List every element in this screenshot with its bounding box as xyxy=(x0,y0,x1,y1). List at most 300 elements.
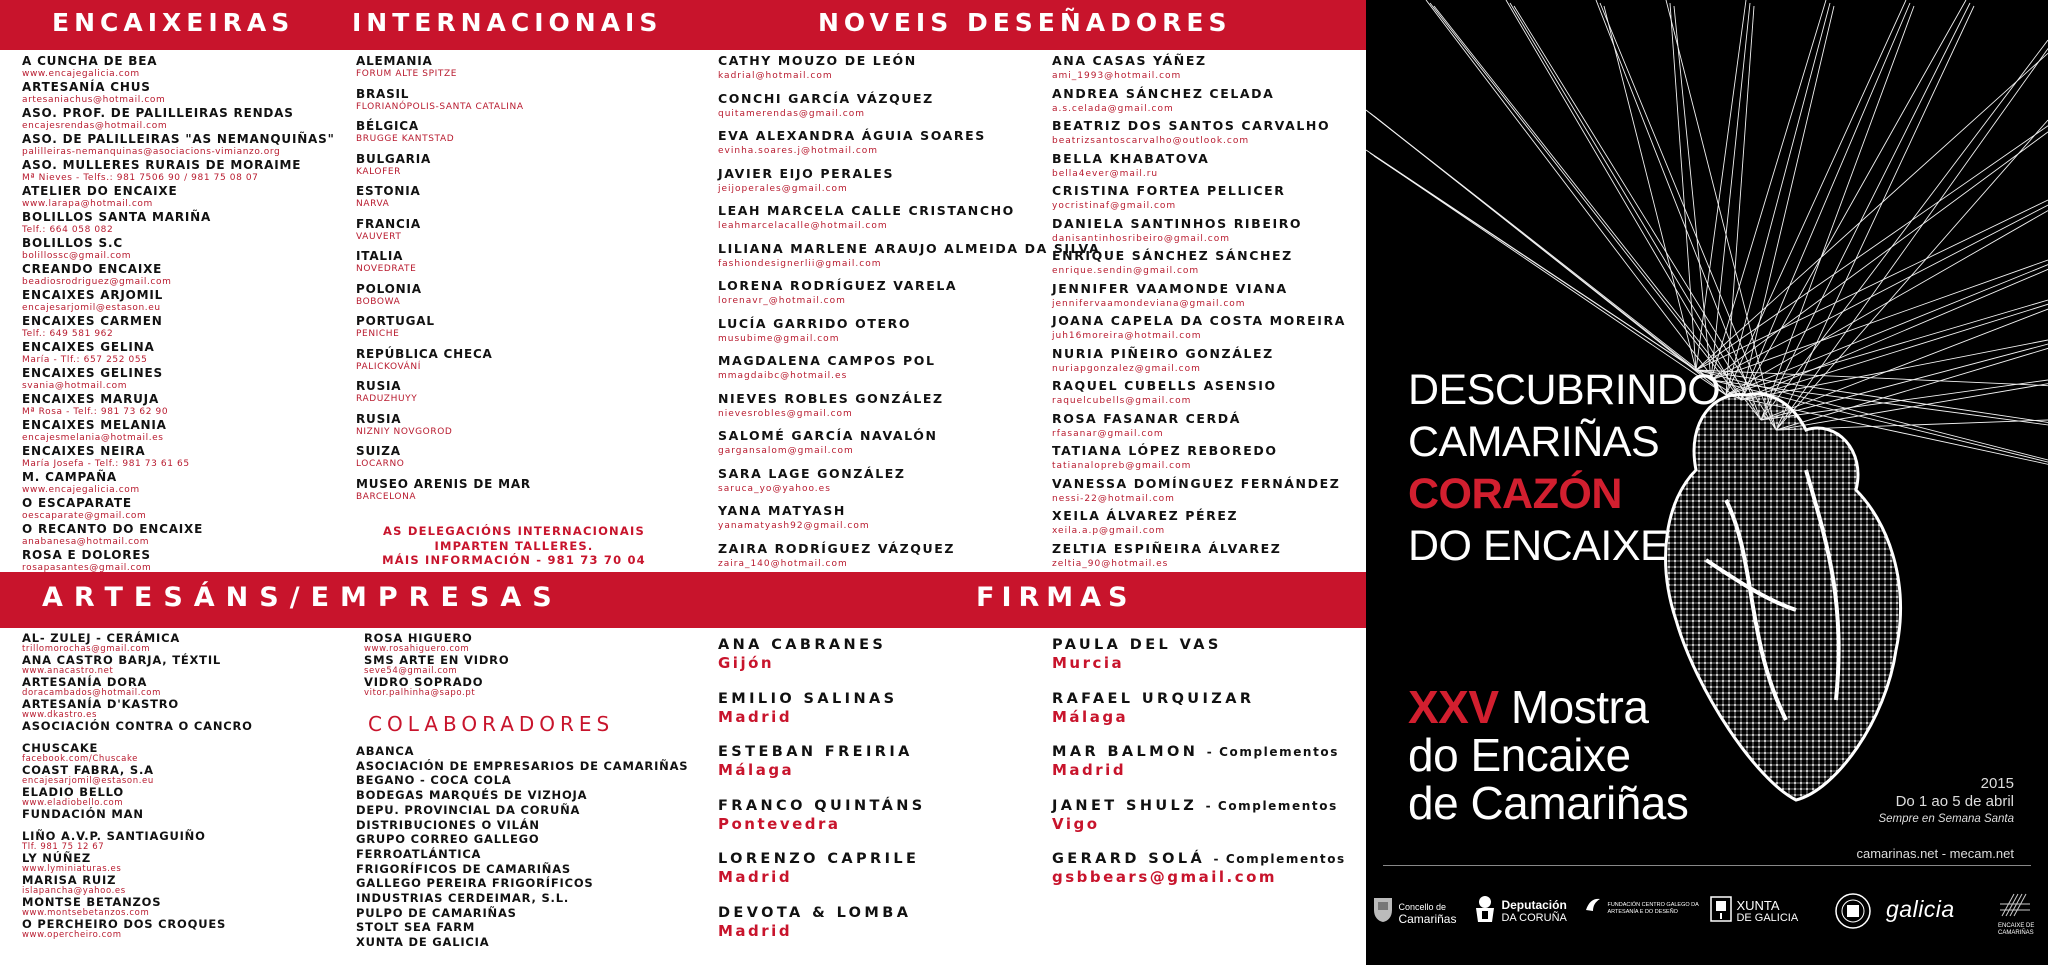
entry-name: ENCAIXES MELANIA xyxy=(22,418,167,432)
firm-item xyxy=(718,743,926,797)
collaborator-item: ABANCA xyxy=(356,744,415,758)
entry-name: JENNIFER VAAMONDE VIANA xyxy=(1052,280,1288,296)
entry-name: CRISTINA FORTEA PELLICER xyxy=(1052,183,1286,198)
title-line: CAMARIÑAS xyxy=(1408,418,1660,466)
list-item xyxy=(356,185,531,218)
firmas-list-2 xyxy=(1052,636,1346,904)
entry-name: LILIANA MARLENE ARAUJO ALMEIDA DA SILVA xyxy=(718,240,1101,256)
entry-detail: zeltia_90@hotmail.es xyxy=(1052,558,1169,569)
entry-detail: www.anacastro.net xyxy=(22,666,114,676)
entry-detail: encajesarjomil@estason.eu xyxy=(22,303,161,313)
entry-detail: FORUM ALTE SPITZE xyxy=(356,69,458,79)
list-item xyxy=(22,742,253,764)
entry-name: MAGDALENA CAMPOS POL xyxy=(718,353,936,368)
list-item xyxy=(364,676,509,698)
list-item xyxy=(718,428,1100,466)
list-item xyxy=(718,503,1100,541)
entry-name: ASO. PROF. DE PALILLEIRAS RENDAS xyxy=(22,106,294,120)
entry-detail: bella4ever@mail.ru xyxy=(1052,168,1159,179)
heading-noveis: NOVEIS DESEÑADORES xyxy=(818,8,1232,37)
entry-name: BEATRIZ DOS SANTOS CARVALHO xyxy=(1052,118,1331,133)
heading-internacionais: INTERNACIONAIS xyxy=(352,8,663,37)
entry-name: BOLILLOS S.C xyxy=(22,236,123,250)
title-line: DO ENCAIXE xyxy=(1408,522,1669,570)
list-item xyxy=(1052,118,1346,151)
entry-detail: www.rosahiguero.com xyxy=(364,644,470,654)
entry-name: SALOMÉ GARCÍA NAVALÓN xyxy=(718,428,938,443)
entry-name: M. CAMPAÑA xyxy=(22,470,118,484)
collaborator-item: FRIGORÍFICOS DE CAMARIÑAS xyxy=(356,861,572,876)
firm-name-text: PAULA DEL VAS xyxy=(1052,637,1222,653)
logo-text: Concello de xyxy=(1398,902,1446,912)
entry-detail: BARCELONA xyxy=(356,491,417,502)
firm-name-text: EMILIO SALINAS xyxy=(718,690,898,707)
entry-detail: quitamerendas@gmail.com xyxy=(718,108,866,119)
event-dates xyxy=(1878,775,2014,827)
entry-detail: vitor.palhinha@sapo.pt xyxy=(364,688,476,698)
entry-detail: BOBOWA xyxy=(356,296,401,307)
poster-panel xyxy=(1366,0,2048,965)
entry-detail: danisantinhosribeiro@gmail.com xyxy=(1052,233,1231,244)
internacionais-list xyxy=(356,55,531,510)
entry-name: AL- ZULEJ - CERÁMICA xyxy=(22,631,181,645)
entry-detail: musubime@gmail.com xyxy=(718,333,840,344)
entry-name: JOANA CAPELA DA COSTA MOREIRA xyxy=(1052,313,1347,328)
entry-name: ASO. MULLERES RURAIS DE MORAIME xyxy=(22,158,302,172)
divider xyxy=(1383,865,2031,866)
entry-name: ENCAIXES CARMEN xyxy=(22,314,163,328)
mostra-line: do Encaixe xyxy=(1408,729,1631,781)
list-item xyxy=(22,896,253,918)
entry-detail: encajesrendas@hotmail.com xyxy=(22,121,168,131)
entry-detail: beadiosrodriguez@gmail.com xyxy=(22,277,172,287)
firm-name-text: ANA CABRANES xyxy=(718,637,887,653)
entry-name: O ESCAPARATE xyxy=(22,496,132,510)
logo-text: galicia xyxy=(1886,896,1955,922)
entry-detail: María - Tlf.: 657 252 055 xyxy=(22,355,148,365)
entry-detail: Mª Nieves - Telfs.: 981 7506 90 / 981 75 08 07 xyxy=(22,173,259,183)
entry-detail: kadrial@hotmail.com xyxy=(718,71,833,81)
list-item xyxy=(364,632,509,654)
entry-name: ASO. DE PALILLEIRAS "AS NEMANQUIÑAS" xyxy=(22,132,335,146)
firm-location: Madrid xyxy=(718,921,793,940)
list-item xyxy=(718,53,1100,91)
list-item xyxy=(22,830,253,852)
colaboradores-list xyxy=(356,744,688,950)
firm-name xyxy=(1052,797,1346,815)
seal-icon xyxy=(1834,892,1872,935)
crest-icon xyxy=(1473,894,1497,929)
list-item xyxy=(22,786,253,808)
entry-name: BELLA KHABATOVA xyxy=(1052,150,1210,166)
entry-detail: RADUZHUYY xyxy=(356,394,418,404)
entry-detail: fashiondesignerlii@gmail.com xyxy=(718,258,882,269)
logo-text: FUNDACIÓN CENTRO GALEGO DA ARTESANÍA E DO DESEÑO xyxy=(1607,901,1699,915)
list-item xyxy=(22,81,335,107)
entry-detail: María Josefa - Telf.: 981 73 61 65 xyxy=(22,459,190,469)
entry-name: NURIA PIÑEIRO GONZÁLEZ xyxy=(1052,345,1274,361)
entry-name: CATHY MOUZO DE LEÓN xyxy=(718,53,917,68)
entry-name: ENCAIXES MARUJA xyxy=(22,392,160,406)
firm-item xyxy=(1052,636,1346,690)
entry-name: COAST FABRA, S.A xyxy=(22,763,154,777)
entry-detail: NIZNIY NOVGOROD xyxy=(356,426,453,437)
list-item xyxy=(22,159,335,185)
entry-detail: svania@hotmail.com xyxy=(22,381,128,391)
entry-detail: www.larapa@hotmail.com xyxy=(22,199,153,209)
firm-name xyxy=(1052,690,1346,708)
list-item xyxy=(364,654,509,676)
collaborator-item: XUNTA DE GALICIA xyxy=(356,935,490,950)
entry-name: ANA CASAS YÁÑEZ xyxy=(1052,53,1207,68)
collaborator-item: GALLEGO PEREIRA FRIGORÍFICOS xyxy=(356,876,594,891)
list-item xyxy=(1052,248,1346,281)
logo-text: DA CORUÑA xyxy=(1501,912,1567,924)
entry-name: TATIANA LÓPEZ REBOREDO xyxy=(1052,443,1278,458)
list-item xyxy=(1052,346,1346,379)
entry-name: LIÑO A.V.P. SANTIAGUIÑO xyxy=(22,829,206,843)
entry-detail: nuriapgonzalez@gmail.com xyxy=(1052,363,1201,374)
firm-category: - Complementos xyxy=(1205,798,1338,813)
firm-location: Madrid xyxy=(1052,761,1127,779)
collaborator-item: PULPO DE CAMARIÑAS xyxy=(356,905,517,920)
list-item xyxy=(356,348,531,381)
list-item xyxy=(718,353,1100,391)
firm-item xyxy=(1052,850,1346,904)
list-item xyxy=(356,250,531,283)
firm-name xyxy=(1052,850,1346,868)
entry-detail: www.eladiobello.com xyxy=(22,798,124,808)
firm-location: Vigo xyxy=(1052,814,1100,833)
logo-text: XUNTA xyxy=(1736,897,1780,913)
list-item xyxy=(1052,86,1346,119)
list-item xyxy=(356,88,531,121)
entry-detail: a.s.celada@gmail.com xyxy=(1052,103,1174,114)
list-item xyxy=(22,676,253,698)
list-item xyxy=(22,289,335,315)
firm-item xyxy=(718,850,926,904)
entry-detail: LOCARNO xyxy=(356,459,405,469)
firm-name xyxy=(718,636,926,654)
firm-category: - Complementos xyxy=(1206,745,1339,759)
entry-detail: www.opercheiro.com xyxy=(22,930,122,940)
logo-seal xyxy=(1834,892,1872,935)
note-line: MÁIS INFORMACIÓN - 981 73 70 04 xyxy=(382,553,646,567)
list-item xyxy=(22,237,335,263)
entry-name: FUNDACIÓN MAN xyxy=(22,807,144,821)
entry-name: VIDRO SOPRADO xyxy=(364,675,484,689)
list-item xyxy=(356,478,531,511)
note-line: AS DELEGACIÓNS INTERNACIONAIS xyxy=(383,524,645,538)
list-item xyxy=(22,419,335,445)
list-item xyxy=(22,315,335,341)
firm-name xyxy=(718,850,926,868)
entry-name: ZAIRA RODRÍGUEZ VÁZQUEZ xyxy=(718,540,956,556)
logo-xunta xyxy=(1710,896,1798,927)
logo-text: DE GALICIA xyxy=(1736,911,1799,924)
entry-detail: artesaniachus@hotmail.com xyxy=(22,95,166,105)
shield-icon xyxy=(1372,896,1394,929)
entry-detail: mmagdaibc@hotmail.es xyxy=(718,371,848,381)
firm-name xyxy=(718,743,926,761)
firm-location: Madrid xyxy=(718,868,793,886)
entry-detail: jeijoperales@gmail.com xyxy=(718,183,848,194)
encaixeiras-list xyxy=(22,55,335,575)
entry-name: RUSIA xyxy=(356,379,402,393)
entry-name: A CUNCHA DE BEA xyxy=(22,54,158,68)
list-item xyxy=(22,549,335,575)
entry-name: ROSA HIGUERO xyxy=(364,631,473,645)
list-item xyxy=(718,241,1100,279)
entry-detail: www.encajegalicia.com xyxy=(22,69,140,79)
entry-detail: www.montsebetanzos.com xyxy=(22,908,150,918)
firm-name xyxy=(1052,636,1346,654)
list-item xyxy=(22,185,335,211)
entry-detail: evinha.soares.j@hotmail.com xyxy=(718,146,879,156)
list-item xyxy=(356,315,531,348)
list-item xyxy=(1052,443,1346,476)
entry-name: EVA ALEXANDRA ÁGUIA SOARES xyxy=(718,128,986,143)
firm-name xyxy=(1052,743,1346,761)
firm-location: Málaga xyxy=(718,761,795,779)
firm-name-text: RAFAEL URQUIZAR xyxy=(1052,690,1255,707)
list-item xyxy=(718,166,1100,204)
logo-text: ENCAIXE DE xyxy=(1998,923,2035,929)
entry-name: BÉLGICA xyxy=(356,119,419,133)
heading-encaixeiras: ENCAIXEIRAS xyxy=(52,8,295,37)
list-item xyxy=(22,133,335,159)
list-item xyxy=(22,263,335,289)
entry-detail: BRUGGE KANTSTAD xyxy=(356,134,455,144)
list-item xyxy=(356,445,531,478)
lace-pillow-icon xyxy=(1998,890,2032,923)
entry-name: ENCAIXES ARJOMIL xyxy=(22,288,164,302)
firm-item xyxy=(1052,743,1346,797)
entry-detail: KALOFER xyxy=(356,166,401,177)
list-item xyxy=(22,497,335,523)
list-item xyxy=(22,720,253,742)
entry-name: PORTUGAL xyxy=(356,314,435,328)
collaborator-item: BODEGAS MARQUÉS DE VIZHOJA xyxy=(356,788,588,803)
mostra-title xyxy=(1408,683,1688,827)
list-item xyxy=(1052,281,1346,314)
entry-detail: Tlf. 981 75 12 67 xyxy=(22,842,105,852)
entry-name: ITALIA xyxy=(356,249,404,263)
entry-detail: beatrizsantoscarvalho@outlook.com xyxy=(1052,136,1250,146)
list-item xyxy=(1052,151,1346,184)
firm-item xyxy=(718,690,926,744)
entry-name: SUIZA xyxy=(356,444,401,458)
list-item xyxy=(22,471,335,497)
list-item xyxy=(22,445,335,471)
firm-location: Pontevedra xyxy=(718,814,841,833)
logo-deputacion xyxy=(1473,894,1567,929)
firm-name-text: JANET SHULZ xyxy=(1052,797,1198,814)
entry-name: POLONIA xyxy=(356,281,422,296)
entry-name: ROSA FASANAR CERDÁ xyxy=(1052,410,1242,426)
list-item xyxy=(22,632,253,654)
title-highlight: CORAZÓN xyxy=(1408,470,1622,518)
collaborator-item: STOLT SEA FARM xyxy=(356,920,476,935)
entry-detail: tatianalopreb@gmail.com xyxy=(1052,461,1192,471)
firmas-list-1 xyxy=(718,636,926,957)
logo-concello xyxy=(1372,896,1456,929)
entry-detail: rosapasantes@gmail.com xyxy=(22,563,152,573)
firm-item xyxy=(1052,690,1346,744)
list-item xyxy=(356,380,531,413)
logo-text: Camariñas xyxy=(1398,912,1457,926)
entry-detail: VAUVERT xyxy=(356,231,402,242)
poster-title xyxy=(1408,364,1720,572)
event-year: 2015 xyxy=(1980,775,2014,792)
entry-detail: jennifervaamondeviana@gmail.com xyxy=(1052,298,1246,309)
entry-detail: PENICHE xyxy=(356,329,400,339)
entry-name: ARTESANÍA D'KASTRO xyxy=(22,697,179,711)
list-item xyxy=(22,874,253,896)
entry-detail: saruca_yo@yahoo.es xyxy=(718,483,831,494)
firm-name-text: FRANCO QUINTÁNS xyxy=(718,797,926,814)
list-item xyxy=(22,764,253,786)
artesans-list-2 xyxy=(364,632,509,698)
entry-name: JAVIER EIJO PERALES xyxy=(718,165,895,181)
list-item xyxy=(1052,53,1346,86)
list-item xyxy=(22,341,335,367)
entry-detail: raquelcubells@gmail.com xyxy=(1052,396,1192,406)
entry-detail: palilleiras-nemanquinas@asociacions-vimianzo.org xyxy=(22,147,281,157)
list-item xyxy=(1052,476,1346,509)
entry-name: DANIELA SANTINHOS RIBEIRO xyxy=(1052,215,1303,231)
entry-detail: seve54@gmail.com xyxy=(364,666,458,676)
entry-detail: Telf.: 649 581 962 xyxy=(22,329,114,339)
entry-name: FRANCIA xyxy=(356,216,421,231)
heading-colaboradores: COLABORADORES xyxy=(368,712,615,736)
list-item xyxy=(1052,378,1346,411)
list-item xyxy=(718,466,1100,504)
list-item xyxy=(356,283,531,316)
list-item xyxy=(1052,411,1346,444)
entry-name: YANA MATYASH xyxy=(718,503,846,518)
entry-detail: encajesmelania@hotmail.es xyxy=(22,433,164,443)
list-item xyxy=(718,203,1100,241)
entry-name: BULGARIA xyxy=(356,151,432,166)
entry-name: ENCAIXES GELINA xyxy=(22,340,155,354)
note-line: IMPARTEN TALLERES. xyxy=(434,538,594,553)
collaborator-item: ASOCIACIÓN DE EMPRESARIOS DE CAMARIÑAS xyxy=(356,758,689,773)
list-item xyxy=(718,541,1100,579)
firm-item xyxy=(1052,797,1346,851)
firm-name-text: GERARD SOLÁ xyxy=(1052,851,1206,867)
entry-name: ANDREA SÁNCHEZ CELADA xyxy=(1052,85,1275,101)
entry-detail: trillomorochas@gmail.com xyxy=(22,644,151,654)
entry-name: CREANDO ENCAIXE xyxy=(22,262,163,276)
list-item xyxy=(356,218,531,251)
entry-name: MONTSE BETANZOS xyxy=(22,895,162,909)
noveis-list-1 xyxy=(718,53,1100,578)
firm-location: Málaga xyxy=(1052,707,1129,726)
edition-number: XXV xyxy=(1408,681,1499,733)
entry-detail: oescaparate@gmail.com xyxy=(22,511,147,521)
list-item xyxy=(22,808,253,830)
event-note: Sempre en Semana Santa xyxy=(1878,813,2014,825)
entry-detail: www.dkastro.es xyxy=(22,710,98,720)
entry-name: MARISA RUIZ xyxy=(22,873,117,887)
firm-location: Murcia xyxy=(1052,654,1125,672)
entry-name: LUCÍA GARRIDO OTERO xyxy=(718,315,912,331)
entry-detail: gargansalom@gmail.com xyxy=(718,446,854,456)
firm-location: Gijón xyxy=(718,654,775,672)
entry-detail: Mª Rosa - Telf.: 981 73 62 90 xyxy=(22,407,169,417)
noveis-list-2 xyxy=(1052,53,1346,573)
entry-name: ANA CASTRO BARJA, TÉXTIL xyxy=(22,653,222,667)
list-item xyxy=(22,918,253,940)
list-item xyxy=(356,120,531,153)
firm-name xyxy=(718,690,926,708)
entry-name: NIEVES ROBLES GONZÁLEZ xyxy=(718,390,944,406)
event-date-range: Do 1 ao 5 de abril xyxy=(1895,793,2014,810)
firm-name-text: LORENZO CAPRILE xyxy=(718,851,920,867)
list-item xyxy=(718,128,1100,166)
entry-name: LORENA RODRÍGUEZ VARELA xyxy=(718,278,958,293)
entry-name: BRASIL xyxy=(356,86,410,101)
entry-name: ELADIO BELLO xyxy=(22,785,124,799)
logo-fundacion xyxy=(1583,896,1699,921)
list-item xyxy=(22,654,253,676)
entry-name: ESTONIA xyxy=(356,184,421,198)
entry-detail: xeila.a.p@gmail.com xyxy=(1052,526,1166,536)
entry-detail: leahmarcelacalle@hotmail.com xyxy=(718,221,888,231)
entry-name: MUSEO ARENIS DE MAR xyxy=(356,476,531,491)
list-item xyxy=(22,698,253,720)
list-item xyxy=(356,55,531,88)
entry-name: ASOCIACIÓN CONTRA O CANCRO xyxy=(22,719,253,733)
entry-detail: FLORIANÓPOLIS-SANTA CATALINA xyxy=(356,101,524,112)
entry-detail: ami_1993@hotmail.com xyxy=(1052,71,1182,81)
list-item xyxy=(1052,508,1346,541)
entry-detail: lorenavr_@hotmail.com xyxy=(718,296,846,306)
list-item xyxy=(22,367,335,393)
website-links: camarinas.net - mecam.net xyxy=(1856,846,2014,861)
entry-detail: anabanesa@hotmail.com xyxy=(22,537,150,547)
list-item xyxy=(22,393,335,419)
list-item xyxy=(22,107,335,133)
entry-detail: doracambados@hotmail.com xyxy=(22,688,161,698)
firm-location: gsbbears@gmail.com xyxy=(1052,868,1278,886)
entry-detail: enrique.sendin@gmail.com xyxy=(1052,266,1200,276)
list-item xyxy=(22,523,335,549)
logo-text: CAMARIÑAS xyxy=(1998,930,2034,936)
artesans-list-1 xyxy=(22,632,253,940)
logo-galicia xyxy=(1886,896,1955,923)
entry-name: SMS ARTE EN VIDRO xyxy=(364,653,510,667)
firm-name-text: DEVOTA & LOMBA xyxy=(718,904,912,921)
list-item xyxy=(22,211,335,237)
logo-encaixe xyxy=(1998,890,2034,937)
entry-detail: Telf.: 664 058 082 xyxy=(22,225,114,235)
firm-location: Madrid xyxy=(718,707,793,726)
firm-item xyxy=(718,904,926,958)
title-line: DESCUBRINDO xyxy=(1408,366,1721,414)
hand-icon xyxy=(1583,896,1603,921)
collaborator-item: INDUSTRIAS CERDEIMAR, S.L. xyxy=(356,891,569,906)
entry-name: RAQUEL CUBELLS ASENSIO xyxy=(1052,378,1277,393)
entry-name: XEILA ÁLVAREZ PÉREZ xyxy=(1052,508,1239,523)
list-item xyxy=(718,278,1100,316)
firm-name xyxy=(718,797,926,815)
entry-detail: yocristinaf@gmail.com xyxy=(1052,201,1177,211)
entry-name: ENCAIXES NEIRA xyxy=(22,444,146,458)
list-item xyxy=(718,91,1100,129)
list-item xyxy=(1052,216,1346,249)
